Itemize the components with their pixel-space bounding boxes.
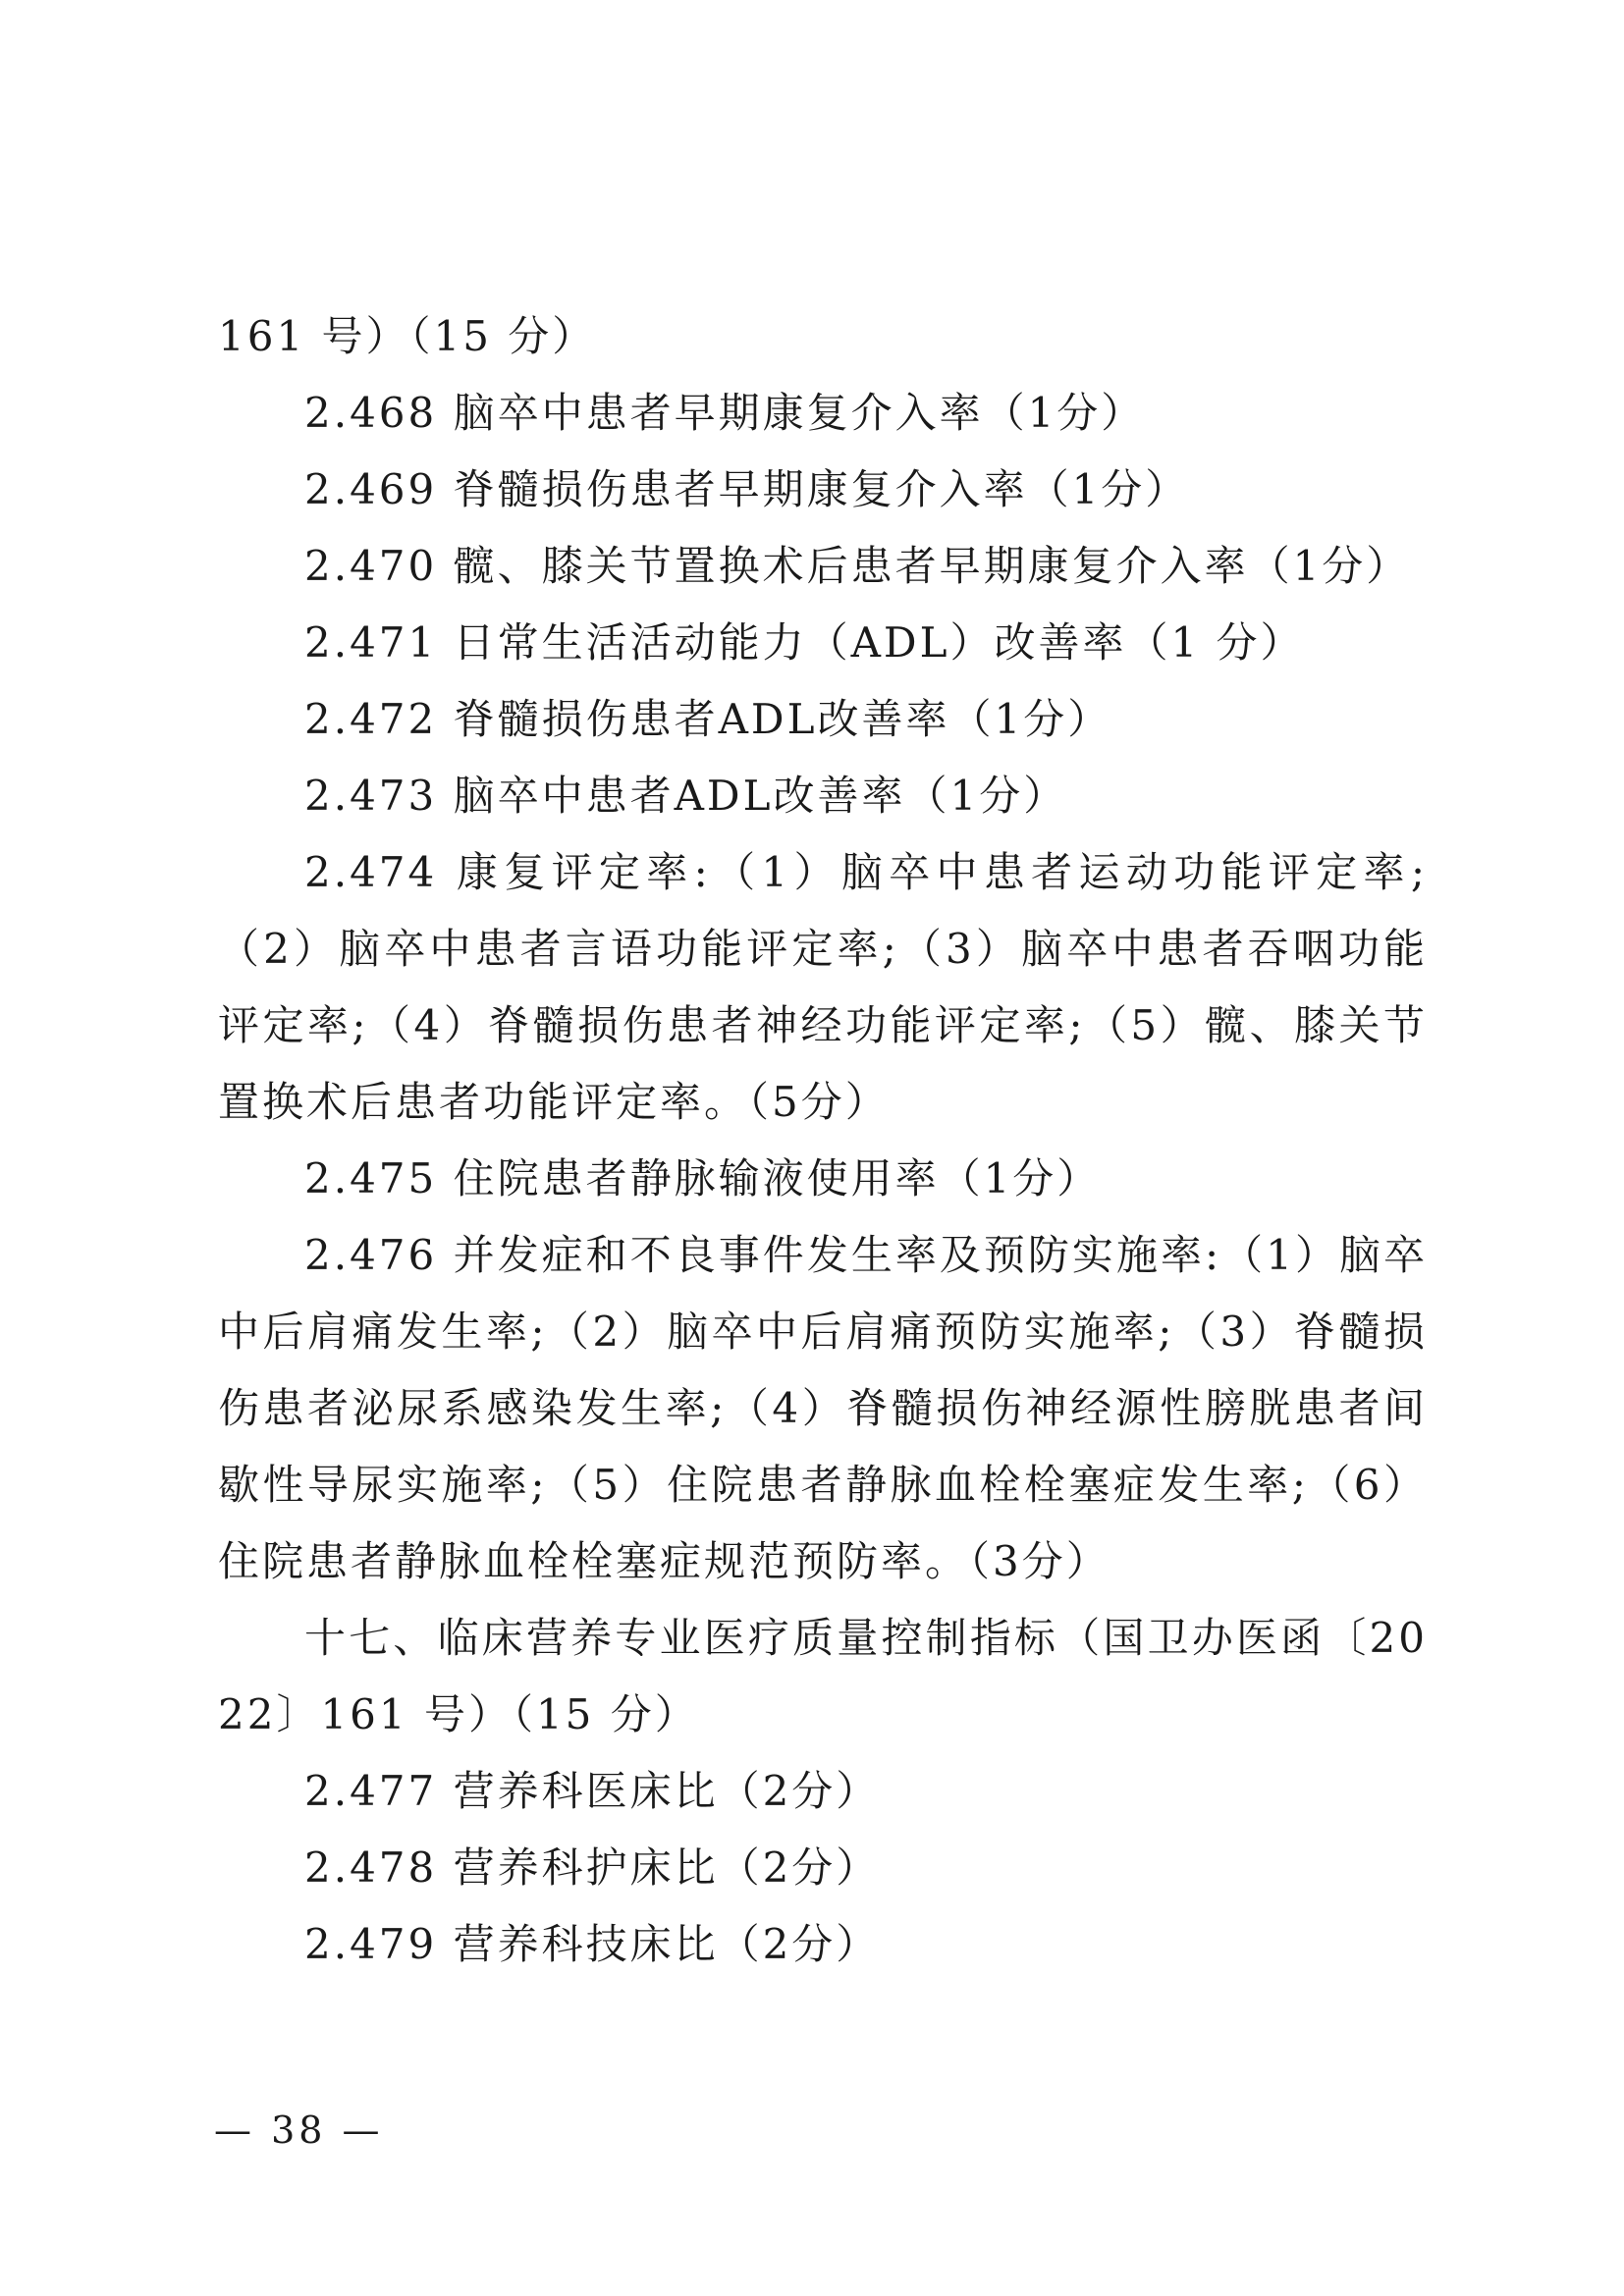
paragraph-continuation: 161 号）（15 分） bbox=[218, 312, 597, 360]
paragraph-item-2-471: 2.471 日常生活活动能力（ADL）改善率（1 分） bbox=[304, 618, 1305, 667]
paragraph-item-2-476: 2.476 并发症和不良事件发生率及预防实施率:（1）脑卒中后肩痛发生率;（2）脑卒中后肩痛预防实施率;（3）脊髓损伤患者泌尿系感染发生率;（4）脊髓损伤神经源性膀胱患者间歇性导尿实施率;（5）住院患者静脉血栓栓塞症发生率;（6）住院患者静脉血栓栓塞症规范预防率。（3分） bbox=[218, 1231, 1428, 1585]
paragraph-item-2-474: 2.474 康复评定率:（1）脑卒中患者运动功能评定率;（2）脑卒中患者言语功能评定率;（3）脑卒中患者吞咽功能评定率;（4）脊髓损伤患者神经功能评定率;（5）髋、膝关节置换术后患者功能评定率。（5分） bbox=[218, 848, 1428, 1126]
paragraph-item-2-472: 2.472 脊髓损伤患者ADL改善率（1分） bbox=[304, 695, 1112, 743]
page-number: — 38 — bbox=[214, 2109, 384, 2152]
paragraph-item-2-478: 2.478 营养科护床比（2分） bbox=[304, 1843, 881, 1892]
paragraph-item-2-468: 2.468 脑卒中患者早期康复介入率（1分） bbox=[304, 389, 1146, 437]
paragraph-item-2-473: 2.473 脑卒中患者ADL改善率（1分） bbox=[304, 772, 1068, 820]
section-heading-17: 十七、临床营养专业医疗质量控制指标（国卫办医函〔2022〕161 号）（15 分） bbox=[218, 1614, 1428, 1738]
paragraph-item-2-469: 2.469 脊髓损伤患者早期康复介入率（1分） bbox=[304, 465, 1190, 513]
paragraph-item-2-475: 2.475 住院患者静脉输液使用率（1分） bbox=[304, 1154, 1102, 1202]
document-body bbox=[218, 298, 1428, 1983]
paragraph-item-2-470: 2.470 髋、膝关节置换术后患者早期康复介入率（1分） bbox=[304, 542, 1411, 590]
paragraph-item-2-479: 2.479 营养科技床比（2分） bbox=[304, 1920, 881, 1968]
paragraph-item-2-477: 2.477 营养科医床比（2分） bbox=[304, 1767, 881, 1815]
